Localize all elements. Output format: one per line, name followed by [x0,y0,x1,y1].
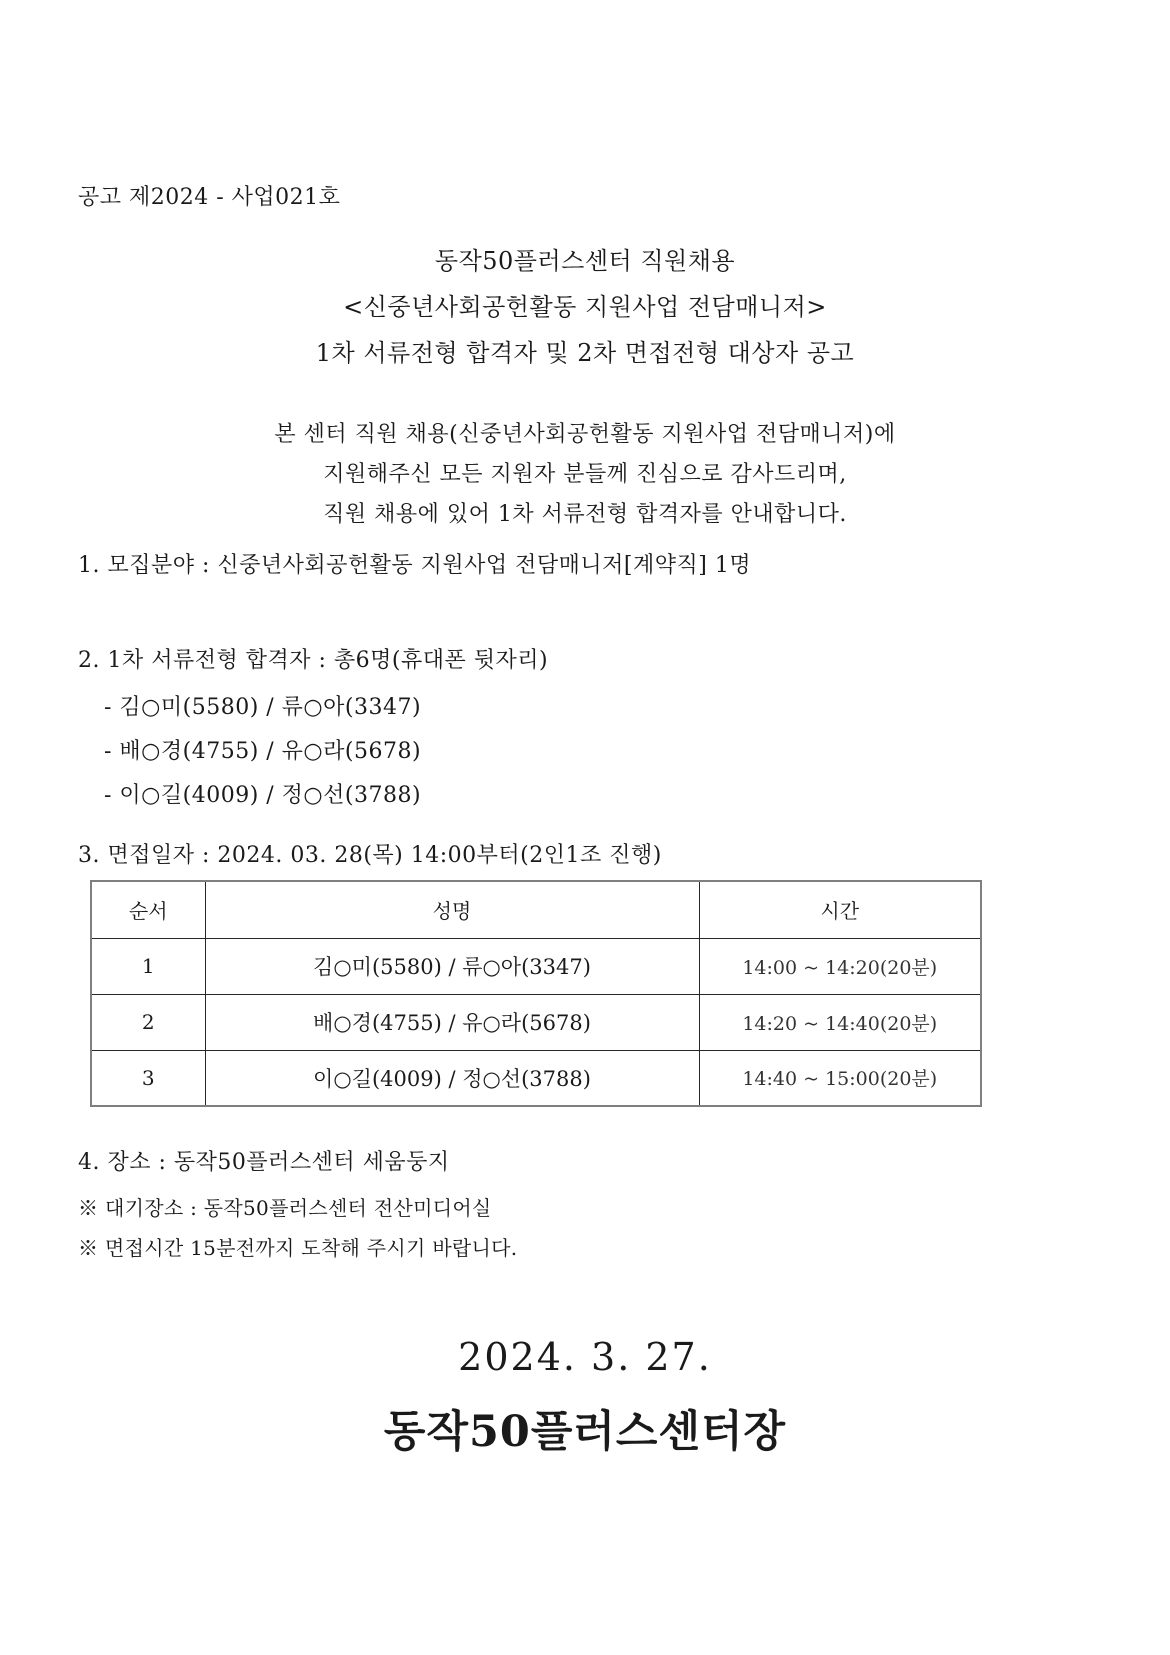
intro-paragraph [0,415,1170,535]
pass-list-item: - 김○미(5580) / 류○아(3347) [104,695,422,720]
section-interview-date: 3. 면접일자 : 2024. 03. 28(목) 14:00부터(2인1조 진행) [78,843,662,868]
table-cell-order: 3 [91,1050,205,1106]
table-cell-time: 14:40 ~ 15:00(20분) [699,1050,981,1106]
title-block [0,238,1170,376]
intro-line-1: 본 센터 직원 채용(신중년사회공헌활동 지원사업 전담매니저)에 [274,422,896,447]
table-header-name: 성명 [205,881,699,938]
table-header-order: 순서 [91,881,205,938]
intro-line-2: 지원해주신 모든 지원자 분들께 진심으로 감사드리며, [323,462,847,487]
table-cell-order: 2 [91,994,205,1050]
doc-number: 공고 제2024 - 사업021호 [78,185,341,210]
table-cell-time: 14:20 ~ 14:40(20분) [699,994,981,1050]
pass-list-item: - 배○경(4755) / 유○라(5678) [104,739,422,764]
table-header-row [91,881,981,938]
table-cell-name: 이○길(4009) / 정○선(3788) [205,1050,699,1106]
footer-signature: 동작50플러스센터장 [383,1407,787,1457]
pass-list [104,686,421,818]
table-row [91,938,981,994]
pass-list-item: - 이○길(4009) / 정○선(3788) [104,783,422,808]
table-header-time: 시간 [699,881,981,938]
table-cell-name: 김○미(5580) / 류○아(3347) [205,938,699,994]
title-line-2: <신중년사회공헌활동 지원사업 전담매니저> [343,293,827,321]
notes-list [78,1188,517,1268]
footer-date: 2024. 3. 27. [458,1335,712,1379]
intro-line-3: 직원 채용에 있어 1차 서류전형 합격자를 안내합니다. [323,502,847,527]
note-arrival-time: ※ 면접시간 15분전까지 도착해 주시기 바랍니다. [78,1236,518,1260]
section-location: 4. 장소 : 동작50플러스센터 세움둥지 [78,1150,450,1175]
interview-schedule-table [90,880,982,1107]
table-cell-order: 1 [91,938,205,994]
title-line-1: 동작50플러스센터 직원채용 [434,247,736,275]
table-cell-time: 14:00 ~ 14:20(20분) [699,938,981,994]
title-line-3: 1차 서류전형 합격자 및 2차 면접전형 대상자 공고 [315,339,855,367]
table-cell-name: 배○경(4755) / 유○라(5678) [205,994,699,1050]
section-recruit-field: 1. 모집분야 : 신중년사회공헌활동 지원사업 전담매니저[계약직] 1명 [78,553,752,578]
note-waiting-room: ※ 대기장소 : 동작50플러스센터 전산미디어실 [78,1196,492,1220]
table-row [91,994,981,1050]
section-pass-heading: 2. 1차 서류전형 합격자 : 총6명(휴대폰 뒷자리) [78,648,549,673]
table-row [91,1050,981,1106]
